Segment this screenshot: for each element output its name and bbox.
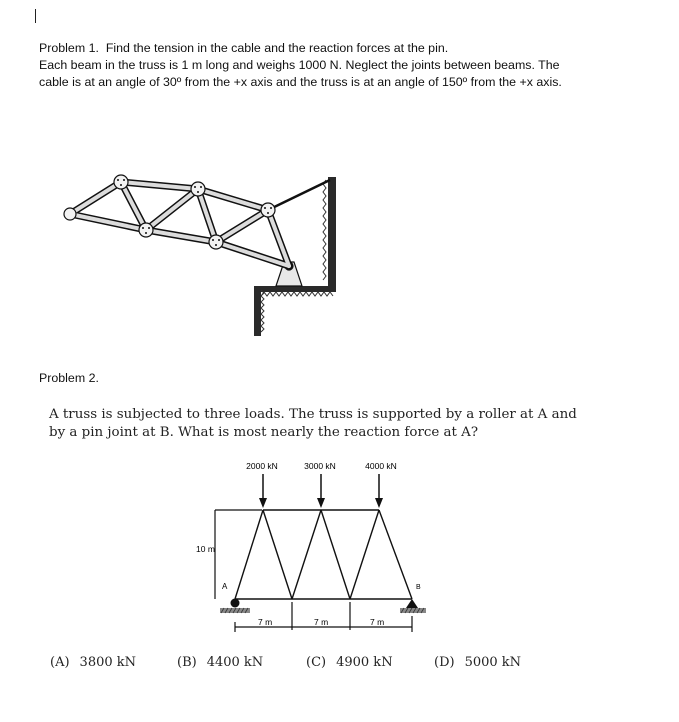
answer-choice-c [306, 655, 393, 670]
problem-2-line-2: by a pin joint at B. What is most nearly the reaction force at A? [49, 425, 478, 440]
answer-d-letter: (D) [434, 655, 455, 670]
problem-1-question: Find the tension in the cable and the reaction forces at the pin. [105, 41, 449, 55]
support-a-label: A [222, 582, 228, 591]
answer-a-letter: (A) [50, 655, 70, 670]
load-label-3: 4000 kN [365, 461, 397, 471]
span-label-3: 7 m [370, 617, 385, 627]
support-b-label: B [416, 584, 421, 591]
answer-b-value: 4400 kN [206, 655, 264, 670]
answer-a-value: 3800 kN [79, 655, 137, 670]
pin-support-b [400, 599, 426, 613]
problem-2-line-1: A truss is subjected to three loads. The truss is supported by a roller at A and [49, 407, 577, 422]
cable [268, 180, 330, 210]
height-label: 10 m [196, 544, 215, 554]
problem-2-question [49, 406, 609, 442]
problem-1-line-3: cable is at an angle of 30º from the +x axis and the truss is at an angle of 150º from the +x axis. [39, 75, 562, 89]
text-cursor [35, 9, 36, 23]
problem-1-heading: Problem 1. [39, 41, 99, 55]
problem-1-truss-figure [58, 162, 358, 337]
problem-2-truss-figure [170, 452, 460, 642]
answer-choice-b [177, 655, 263, 670]
answer-c-value: 4900 kN [336, 655, 393, 670]
load-arrows [259, 474, 383, 508]
answer-d-value: 5000 kN [464, 655, 522, 670]
truss-members-2 [235, 510, 412, 599]
load-label-1: 2000 kN [246, 461, 278, 471]
problem-1-text [39, 40, 649, 91]
answer-choice-d [434, 655, 521, 670]
problem-2-heading: Problem 2. [39, 371, 99, 385]
truss-members [70, 182, 289, 266]
answer-choices [0, 655, 679, 677]
answer-c-letter: (C) [306, 655, 327, 670]
roller-support-a [220, 599, 250, 614]
answer-choice-a [50, 655, 136, 670]
answer-b-letter: (B) [177, 655, 197, 670]
problem-1-line-2: Each beam in the truss is 1 m long and weighs 1000 N. Neglect the joints between beams. The [39, 58, 560, 72]
span-label-1: 7 m [258, 617, 273, 627]
problem-1-line-1 [39, 40, 649, 57]
load-label-2: 3000 kN [304, 461, 336, 471]
span-label-2: 7 m [314, 617, 329, 627]
